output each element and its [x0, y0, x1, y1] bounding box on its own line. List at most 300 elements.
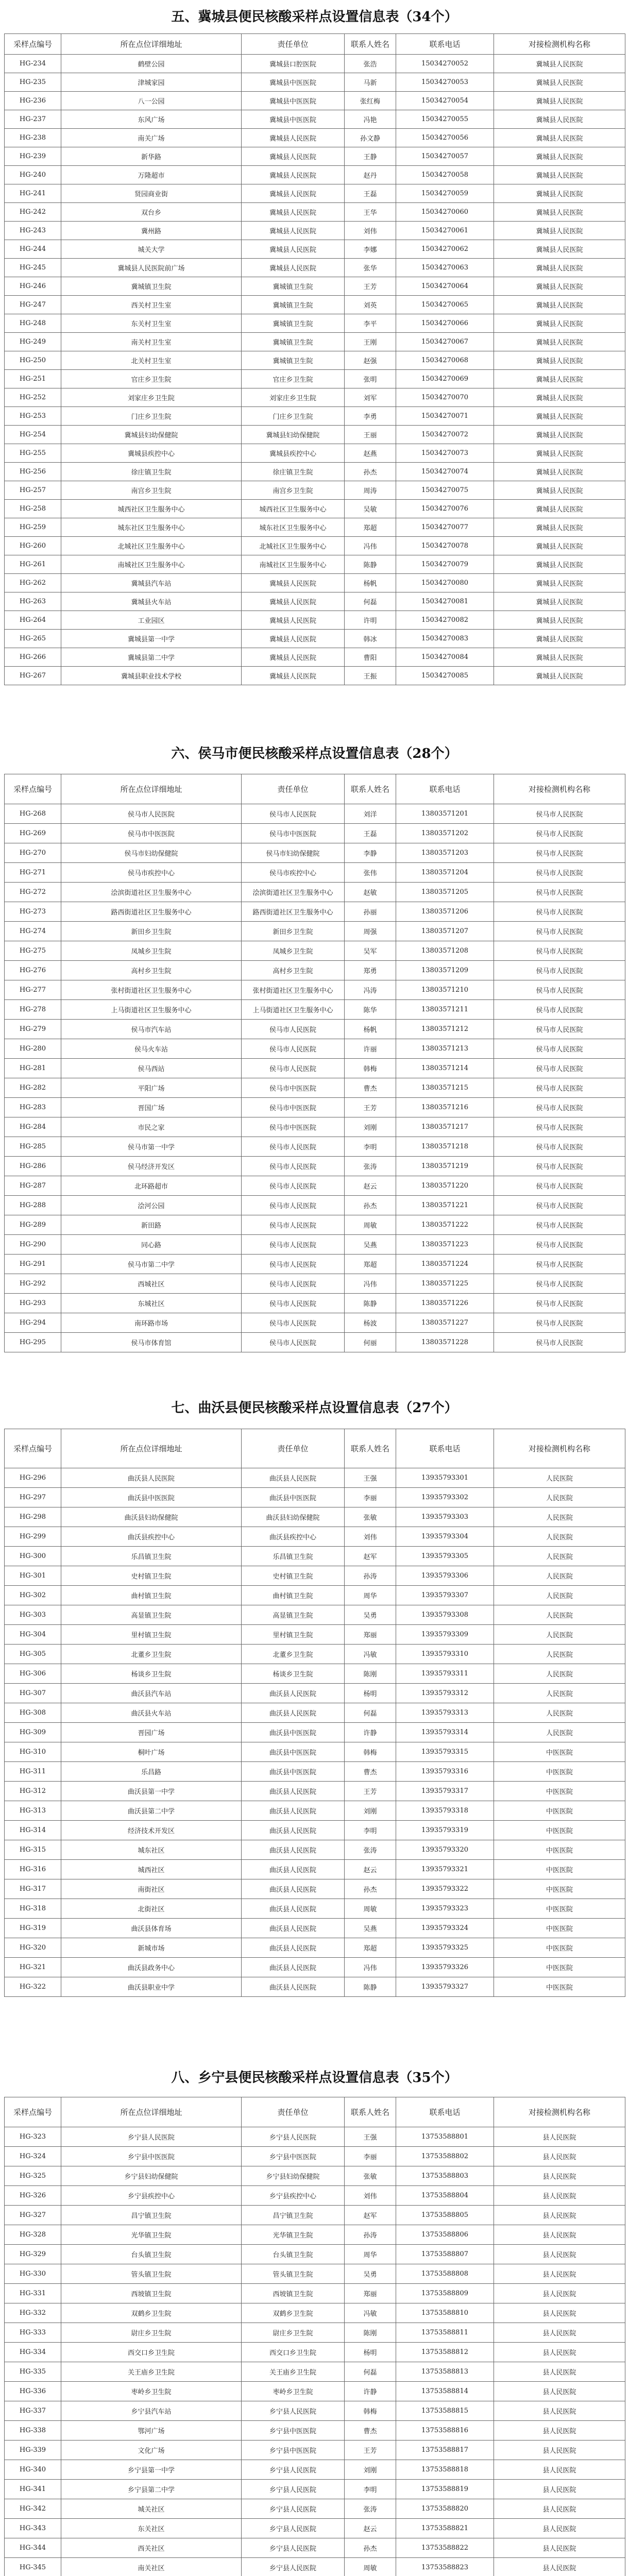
cell-id: HG-336 — [5, 2382, 61, 2401]
cell-contact: 曹杰 — [345, 2421, 396, 2441]
cell-address: 北关村卫生室 — [61, 351, 242, 370]
cell-phone: 15034270054 — [396, 92, 494, 110]
table-row — [5, 1215, 625, 1235]
cell-unit: 侯马市人民医院 — [242, 1215, 345, 1235]
cell-id: HG-275 — [5, 941, 61, 961]
cell-phone: 15034270063 — [396, 259, 494, 277]
table-row — [5, 804, 625, 824]
cell-unit: 北城社区卫生服务中心 — [242, 537, 345, 555]
cell-lab: 冀城县人民医院 — [494, 55, 625, 73]
cell-lab: 人民医院 — [494, 1566, 625, 1586]
table-row — [5, 240, 625, 259]
cell-id: HG-268 — [5, 804, 61, 824]
cell-phone: 13753588806 — [396, 2225, 494, 2245]
cell-id: HG-285 — [5, 1137, 61, 1157]
cell-address: 张村街道社区卫生服务中心 — [61, 980, 242, 1000]
table-row — [5, 1762, 625, 1782]
cell-contact: 刘英 — [345, 296, 396, 314]
cell-phone: 13753588814 — [396, 2382, 494, 2401]
table-row — [5, 1860, 625, 1879]
section-title: 七、曲沃县便民核酸采样点设置信息表（27个） — [171, 1400, 458, 1416]
cell-phone: 13753588802 — [396, 2147, 494, 2166]
cell-contact: 王强 — [345, 2127, 396, 2147]
cell-contact: 何磊 — [345, 2362, 396, 2382]
cell-phone: 13935793302 — [396, 1488, 494, 1507]
cell-unit: 台头镇卫生院 — [242, 2245, 345, 2264]
cell-id: HG-314 — [5, 1821, 61, 1840]
cell-phone: 15034270077 — [396, 518, 494, 537]
cell-address: 北董乡卫生院 — [61, 1645, 242, 1664]
table-row — [5, 55, 625, 73]
cell-contact: 何磊 — [345, 592, 396, 611]
cell-phone: 15034270078 — [396, 537, 494, 555]
cell-contact: 孙文静 — [345, 129, 396, 147]
cell-unit: 乡宁县人民医院 — [242, 2127, 345, 2147]
cell-id: HG-250 — [5, 351, 61, 370]
cell-unit: 冀城县人民医院 — [242, 147, 345, 166]
cell-address: 徐庄镇卫生院 — [61, 463, 242, 481]
cell-lab: 侯马市人民医院 — [494, 1333, 625, 1352]
cell-id: HG-253 — [5, 407, 61, 426]
cell-contact: 冯艳 — [345, 110, 396, 129]
table-row — [5, 1274, 625, 1294]
cell-lab: 侯马市人民医院 — [494, 824, 625, 843]
cell-address: 侯马经济开发区 — [61, 1157, 242, 1176]
cell-phone: 13753588805 — [396, 2206, 494, 2225]
cell-id: HG-236 — [5, 92, 61, 110]
table-row — [5, 648, 625, 667]
cell-contact: 李勇 — [345, 407, 396, 426]
cell-phone: 15034270053 — [396, 73, 494, 92]
cell-address: 路西街道社区卫生服务中心 — [61, 902, 242, 922]
cell-address: 曲沃县火车站 — [61, 1703, 242, 1723]
cell-address: 曲沃县中医医院 — [61, 1488, 242, 1507]
cell-unit: 门庄乡卫生院 — [242, 407, 345, 426]
cell-phone: 13803571207 — [396, 922, 494, 941]
col-header-unit: 责任单位 — [242, 1429, 345, 1468]
table-row — [5, 592, 625, 611]
cell-id: HG-270 — [5, 843, 61, 863]
cell-address: 曲沃县疾控中心 — [61, 1527, 242, 1547]
cell-phone: 13935793303 — [396, 1507, 494, 1527]
cell-id: HG-274 — [5, 922, 61, 941]
table-row — [5, 1664, 625, 1684]
cell-address: 贤园商业街 — [61, 184, 242, 203]
cell-unit: 冀城县中医医院 — [242, 92, 345, 110]
cell-contact: 陈静 — [345, 555, 396, 574]
cell-phone: 13803571205 — [396, 883, 494, 902]
cell-address: 乡宁县第二中学 — [61, 2480, 242, 2499]
cell-contact: 韩冰 — [345, 630, 396, 648]
cell-contact: 王磊 — [345, 184, 396, 203]
table-row — [5, 2519, 625, 2538]
cell-unit: 曲沃县人民医院 — [242, 1958, 345, 1977]
cell-id: HG-238 — [5, 129, 61, 147]
cell-unit: 冀城镇卫生院 — [242, 333, 345, 351]
cell-phone: 15034270076 — [396, 500, 494, 518]
table-row — [5, 2186, 625, 2206]
cell-lab: 冀城县人民医院 — [494, 333, 625, 351]
cell-unit: 刘家庄乡卫生院 — [242, 388, 345, 407]
cell-contact: 刘伟 — [345, 1527, 396, 1547]
cell-unit: 新田乡卫生院 — [242, 922, 345, 941]
cell-id: HG-288 — [5, 1196, 61, 1215]
cell-lab: 侯马市人民医院 — [494, 902, 625, 922]
col-header-contact: 联系人姓名 — [345, 2097, 396, 2127]
cell-phone: 13935793321 — [396, 1860, 494, 1879]
table-row — [5, 500, 625, 518]
cell-address: 冀城县疾控中心 — [61, 444, 242, 463]
cell-address: 平阳广场 — [61, 1078, 242, 1098]
cell-contact: 杨明 — [345, 2343, 396, 2362]
cell-phone: 13935793318 — [396, 1801, 494, 1821]
col-header-address: 所在点位详细地址 — [61, 774, 242, 804]
table-row — [5, 537, 625, 555]
cell-contact: 李明 — [345, 1137, 396, 1157]
cell-lab: 冀城县人民医院 — [494, 426, 625, 444]
table-row — [5, 444, 625, 463]
cell-lab: 冀城县人民医院 — [494, 537, 625, 555]
cell-contact: 李明 — [345, 1821, 396, 1840]
cell-contact: 杨波 — [345, 1313, 396, 1333]
cell-phone: 13803571228 — [396, 1333, 494, 1352]
cell-unit: 城东社区卫生服务中心 — [242, 518, 345, 537]
cell-id: HG-308 — [5, 1703, 61, 1723]
col-header-contact: 联系人姓名 — [345, 34, 396, 55]
cell-unit: 曲沃县中医医院 — [242, 1488, 345, 1507]
cell-unit: 冀城县人民医院 — [242, 184, 345, 203]
cell-contact: 许静 — [345, 2382, 396, 2401]
cell-id: HG-276 — [5, 961, 61, 980]
cell-id: HG-260 — [5, 537, 61, 555]
cell-lab: 冀城县人民医院 — [494, 611, 625, 630]
cell-id: HG-331 — [5, 2284, 61, 2303]
cell-phone: 13935793314 — [396, 1723, 494, 1742]
cell-phone: 15034270083 — [396, 630, 494, 648]
table-row — [5, 2127, 625, 2147]
table-row — [5, 1703, 625, 1723]
cell-address: 浍滨街道社区卫生服务中心 — [61, 883, 242, 902]
cell-id: HG-330 — [5, 2264, 61, 2284]
cell-id: HG-310 — [5, 1742, 61, 1762]
cell-unit: 侯马市人民医院 — [242, 1196, 345, 1215]
cell-unit: 侯马市疾控中心 — [242, 863, 345, 883]
cell-id: HG-267 — [5, 667, 61, 685]
cell-phone: 13803571222 — [396, 1215, 494, 1235]
table-row — [5, 110, 625, 129]
cell-id: HG-264 — [5, 611, 61, 630]
cell-id: HG-283 — [5, 1098, 61, 1117]
cell-phone: 13935793326 — [396, 1958, 494, 1977]
cell-id: HG-249 — [5, 333, 61, 351]
cell-lab: 侯马市人民医院 — [494, 1274, 625, 1294]
cell-lab: 县人民医院 — [494, 2264, 625, 2284]
cell-unit: 冀城县人民医院 — [242, 222, 345, 240]
cell-lab: 县人民医院 — [494, 2421, 625, 2441]
cell-phone: 15034270082 — [396, 611, 494, 630]
cell-lab: 中医医院 — [494, 1742, 625, 1762]
cell-contact: 陈静 — [345, 1294, 396, 1313]
cell-id: HG-269 — [5, 824, 61, 843]
cell-contact: 曹杰 — [345, 1078, 396, 1098]
cell-address: 杨谈乡卫生院 — [61, 1664, 242, 1684]
table-row — [5, 941, 625, 961]
table-row — [5, 883, 625, 902]
cell-unit: 侯马市人民医院 — [242, 1313, 345, 1333]
table-row — [5, 1313, 625, 1333]
cell-contact: 吴勇 — [345, 1605, 396, 1625]
cell-address: 西关社区 — [61, 2538, 242, 2558]
cell-unit: 侯马市人民医院 — [242, 1255, 345, 1274]
cell-phone: 15034270071 — [396, 407, 494, 426]
cell-lab: 侯马市人民医院 — [494, 1078, 625, 1098]
cell-address: 高显镇卫生院 — [61, 1605, 242, 1625]
cell-phone: 13803571212 — [396, 1020, 494, 1039]
cell-address: 桐叶广场 — [61, 1742, 242, 1762]
cell-id: HG-292 — [5, 1274, 61, 1294]
cell-address: 西交口乡卫生院 — [61, 2343, 242, 2362]
cell-unit: 曲沃县人民医院 — [242, 1938, 345, 1958]
table-row — [5, 2206, 625, 2225]
cell-unit: 杨谈乡卫生院 — [242, 1664, 345, 1684]
cell-lab: 县人民医院 — [494, 2225, 625, 2245]
cell-unit: 曲沃县人民医院 — [242, 1468, 345, 1488]
cell-address: 西城社区 — [61, 1274, 242, 1294]
cell-address: 侯马市汽车站 — [61, 1020, 242, 1039]
cell-phone: 13803571213 — [396, 1039, 494, 1059]
cell-contact: 孙杰 — [345, 1879, 396, 1899]
cell-unit: 冀城县人民医院 — [242, 648, 345, 667]
cell-contact: 郑超 — [345, 1255, 396, 1274]
cell-unit: 乡宁县妇幼保健院 — [242, 2166, 345, 2186]
cell-unit: 双鹤乡卫生院 — [242, 2303, 345, 2323]
cell-lab: 人民医院 — [494, 1684, 625, 1703]
cell-id: HG-332 — [5, 2303, 61, 2323]
cell-phone: 13935793322 — [396, 1879, 494, 1899]
cell-address: 冀城县妇幼保健院 — [61, 426, 242, 444]
cell-contact: 周强 — [345, 922, 396, 941]
cell-phone: 13753588815 — [396, 2401, 494, 2421]
cell-lab: 侯马市人民医院 — [494, 961, 625, 980]
cell-lab: 侯马市人民医院 — [494, 1196, 625, 1215]
cell-lab: 冀城县人民医院 — [494, 73, 625, 92]
cell-id: HG-278 — [5, 1000, 61, 1020]
cell-contact: 吴勇 — [345, 2264, 396, 2284]
table-row — [5, 203, 625, 222]
cell-lab: 中医医院 — [494, 1919, 625, 1938]
cell-contact: 王强 — [345, 1468, 396, 1488]
cell-address: 曲村镇卫生院 — [61, 1586, 242, 1605]
cell-lab: 侯马市人民医院 — [494, 1117, 625, 1137]
table-row — [5, 2401, 625, 2421]
cell-unit: 曲沃县人民医院 — [242, 1801, 345, 1821]
table-row — [5, 1000, 625, 1020]
cell-contact: 冯伟 — [345, 537, 396, 555]
table-row — [5, 1586, 625, 1605]
cell-contact: 刘刚 — [345, 1801, 396, 1821]
table-row — [5, 1977, 625, 1997]
cell-id: HG-246 — [5, 277, 61, 296]
table-row — [5, 2225, 625, 2245]
table-row — [5, 1235, 625, 1255]
cell-unit: 西坡镇卫生院 — [242, 2284, 345, 2303]
cell-address: 高村乡卫生院 — [61, 961, 242, 980]
cell-phone: 13803571217 — [396, 1117, 494, 1137]
col-header-lab: 对接检测机构名称 — [494, 774, 625, 804]
cell-unit: 北董乡卫生院 — [242, 1645, 345, 1664]
table-row — [5, 1255, 625, 1274]
cell-address: 新华路 — [61, 147, 242, 166]
cell-address: 侯马市第二中学 — [61, 1255, 242, 1274]
cell-id: HG-345 — [5, 2558, 61, 2576]
table-row — [5, 1547, 625, 1566]
cell-id: HG-325 — [5, 2166, 61, 2186]
cell-phone: 13935793307 — [396, 1586, 494, 1605]
cell-id: HG-272 — [5, 883, 61, 902]
cell-address: 冀城县汽车站 — [61, 574, 242, 592]
col-header-unit: 责任单位 — [242, 34, 345, 55]
cell-lab: 冀城县人民医院 — [494, 203, 625, 222]
cell-unit: 里村镇卫生院 — [242, 1625, 345, 1645]
table-row — [5, 1059, 625, 1078]
cell-contact: 何丽 — [345, 1333, 396, 1352]
cell-address: 鄂河广场 — [61, 2421, 242, 2441]
cell-contact: 赵强 — [345, 351, 396, 370]
cell-id: HG-299 — [5, 1527, 61, 1547]
cell-lab: 冀城县人民医院 — [494, 314, 625, 333]
cell-id: HG-254 — [5, 426, 61, 444]
cell-phone: 13935793311 — [396, 1664, 494, 1684]
cell-lab: 人民医院 — [494, 1664, 625, 1684]
cell-phone: 13803571218 — [396, 1137, 494, 1157]
cell-lab: 冀城县人民医院 — [494, 630, 625, 648]
table-row — [5, 843, 625, 863]
cell-phone: 13803571227 — [396, 1313, 494, 1333]
table-row — [5, 1196, 625, 1215]
cell-contact: 韩梅 — [345, 1742, 396, 1762]
table-row — [5, 1468, 625, 1488]
table-row — [5, 1020, 625, 1039]
table-row — [5, 388, 625, 407]
cell-phone: 15034270084 — [396, 648, 494, 667]
cell-unit: 曲沃县妇幼保健院 — [242, 1507, 345, 1527]
cell-lab: 侯马市人民医院 — [494, 1020, 625, 1039]
cell-address: 东风广场 — [61, 110, 242, 129]
cell-id: HG-263 — [5, 592, 61, 611]
cell-phone: 15034270066 — [396, 314, 494, 333]
cell-unit: 曲沃县人民医院 — [242, 1860, 345, 1879]
cell-id: HG-258 — [5, 500, 61, 518]
cell-id: HG-256 — [5, 463, 61, 481]
cell-phone: 13803571221 — [396, 1196, 494, 1215]
cell-contact: 赵丹 — [345, 166, 396, 184]
cell-id: HG-312 — [5, 1782, 61, 1801]
cell-id: HG-318 — [5, 1899, 61, 1919]
cell-id: HG-324 — [5, 2147, 61, 2166]
col-header-address: 所在点位详细地址 — [61, 2097, 242, 2127]
cell-lab: 县人民医院 — [494, 2499, 625, 2519]
cell-unit: 侯马市人民医院 — [242, 1176, 345, 1196]
cell-address: 东城社区 — [61, 1294, 242, 1313]
table-row — [5, 277, 625, 296]
cell-lab: 冀城县人民医院 — [494, 351, 625, 370]
cell-address: 鹤壁公园 — [61, 55, 242, 73]
cell-unit: 侯马市人民医院 — [242, 1294, 345, 1313]
cell-contact: 赵军 — [345, 1547, 396, 1566]
cell-phone: 13753588819 — [396, 2480, 494, 2499]
cell-contact: 郑超 — [345, 518, 396, 537]
cell-contact: 杨明 — [345, 1684, 396, 1703]
cell-unit: 乡宁县疾控中心 — [242, 2186, 345, 2206]
cell-address: 双台乡 — [61, 203, 242, 222]
cell-contact: 王芳 — [345, 1782, 396, 1801]
cell-address: 浍河公园 — [61, 1196, 242, 1215]
cell-unit: 曲沃县人民医院 — [242, 1703, 345, 1723]
cell-phone: 13935793301 — [396, 1468, 494, 1488]
table-row — [5, 1938, 625, 1958]
table-row — [5, 2499, 625, 2519]
table-row — [5, 2441, 625, 2460]
cell-address: 曲沃县人民医院 — [61, 1468, 242, 1488]
table-row — [5, 370, 625, 388]
cell-address: 冀州路 — [61, 222, 242, 240]
cell-id: HG-243 — [5, 222, 61, 240]
table-row — [5, 1605, 625, 1625]
cell-id: HG-286 — [5, 1157, 61, 1176]
table-row — [5, 1684, 625, 1703]
cell-address: 津城家园 — [61, 73, 242, 92]
cell-id: HG-317 — [5, 1879, 61, 1899]
cell-unit: 冀城县人民医院 — [242, 592, 345, 611]
cell-contact: 吴敏 — [345, 500, 396, 518]
cell-lab: 侯马市人民医院 — [494, 922, 625, 941]
cell-unit: 曲村镇卫生院 — [242, 1586, 345, 1605]
cell-id: HG-284 — [5, 1117, 61, 1137]
cell-lab: 中医医院 — [494, 1977, 625, 1997]
cell-unit: 侯马市人民医院 — [242, 1039, 345, 1059]
table-row — [5, 2245, 625, 2264]
cell-phone: 13803571215 — [396, 1078, 494, 1098]
cell-unit: 曲沃县中医医院 — [242, 1742, 345, 1762]
cell-phone: 13803571208 — [396, 941, 494, 961]
cell-contact: 陈刚 — [345, 2323, 396, 2343]
cell-lab: 中医医院 — [494, 1840, 625, 1860]
cell-address: 城东社区 — [61, 1840, 242, 1860]
cell-id: HG-241 — [5, 184, 61, 203]
table-row — [5, 2264, 625, 2284]
cell-lab: 冀城县人民医院 — [494, 240, 625, 259]
table-row — [5, 2538, 625, 2558]
table-row — [5, 1919, 625, 1938]
cell-address: 新田路 — [61, 1215, 242, 1235]
cell-phone: 13803571209 — [396, 961, 494, 980]
table-row — [5, 2421, 625, 2441]
table-row — [5, 824, 625, 843]
cell-address: 双鹤乡卫生院 — [61, 2303, 242, 2323]
col-header-phone: 联系电话 — [396, 34, 494, 55]
table-row — [5, 1801, 625, 1821]
cell-contact: 冯敏 — [345, 1645, 396, 1664]
cell-address: 管头镇卫生院 — [61, 2264, 242, 2284]
cell-lab: 县人民医院 — [494, 2362, 625, 2382]
cell-lab: 县人民医院 — [494, 2558, 625, 2576]
cell-address: 侯马火车站 — [61, 1039, 242, 1059]
col-header-unit: 责任单位 — [242, 774, 345, 804]
cell-lab: 冀城县人民医院 — [494, 667, 625, 685]
table-row — [5, 1566, 625, 1586]
cell-phone: 13803571211 — [396, 1000, 494, 1020]
table-row — [5, 2362, 625, 2382]
